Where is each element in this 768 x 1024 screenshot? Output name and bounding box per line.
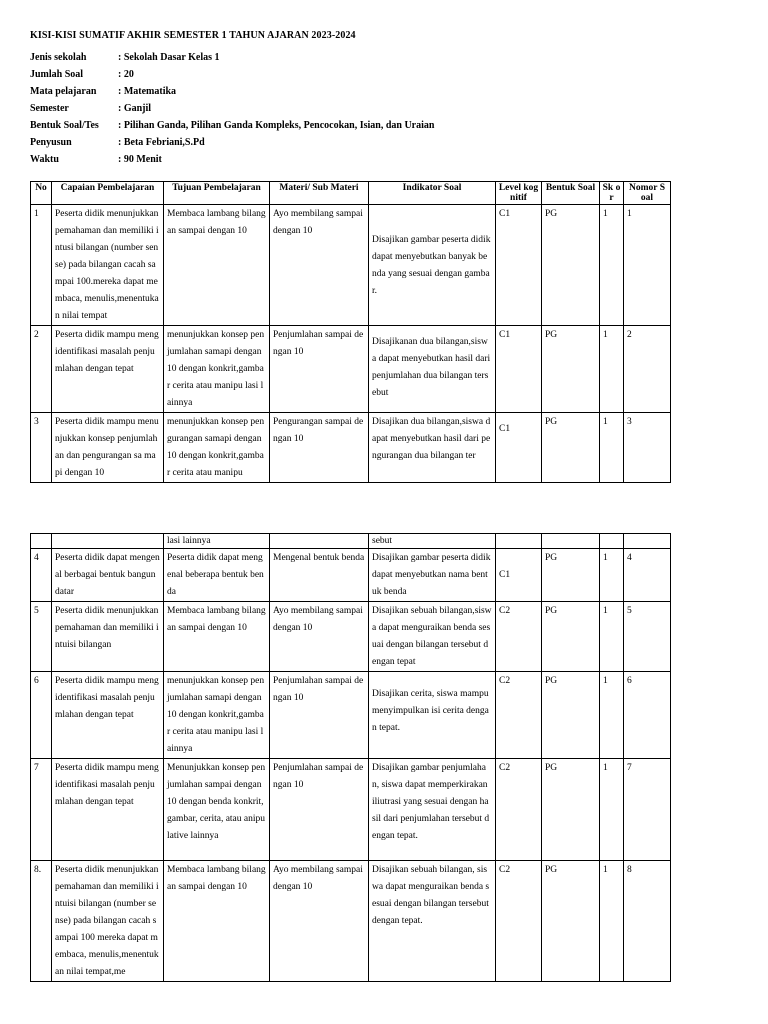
cell-bentuk: PG (542, 672, 600, 759)
table-row (31, 549, 671, 602)
cell-materi: Penjumlahan sampai dengan 10 (270, 672, 369, 759)
meta-row (30, 52, 434, 69)
cell-tujuan: Membaca lambang bilangan sampai dengan 10 (164, 861, 270, 982)
cell-bentuk (542, 534, 600, 549)
meta-key: Waktu (30, 154, 59, 165)
kisi-table-page-1 (30, 181, 671, 483)
meta-row (30, 137, 434, 154)
meta-row (30, 120, 434, 137)
cell-no: 2 (31, 326, 52, 413)
cell-tujuan: menunjukkan konsep pengurangan samapi dengan 10 dengan konkrit,gambar cerita atau manipu (164, 413, 270, 483)
cell-level: C1 (496, 549, 542, 602)
header-nomor: Nomor S oal (624, 182, 671, 205)
meta-value: : 20 (118, 69, 134, 80)
header-tujuan: Tujuan Pembelajaran (164, 182, 270, 205)
meta-key: Mata pelajaran (30, 86, 97, 97)
cell-skor: 1 (600, 549, 624, 602)
cell-capaian: Peserta didik mampu mengidentifikasi masalah penjumlahan dengan tepat (52, 672, 164, 759)
header-capaian: Capaian Pembelajaran (52, 182, 164, 205)
cell-nomor: 1 (624, 205, 671, 326)
header-level: Level kog nitif (496, 182, 542, 205)
table-row (31, 602, 671, 672)
cell-no: 5 (31, 602, 52, 672)
cell-capaian: Peserta didik mampu mengidentifikasi masalah penjumlahan dengan tepat (52, 759, 164, 861)
cell-nomor: 3 (624, 413, 671, 483)
cell-bentuk: PG (542, 549, 600, 602)
cell-no: 6 (31, 672, 52, 759)
cell-tujuan: menunjukkan konsep penjumlahan samapi dengan 10 dengan konkrit,gambar cerita atau manipu lasi lainnya (164, 326, 270, 413)
cell-level: C2 (496, 861, 542, 982)
meta-key: Semester (30, 103, 69, 114)
cell-capaian (52, 534, 164, 549)
cell-tujuan: menunjukkan konsep penjumlahan samapi dengan 10 dengan konkrit,gambar cerita atau manipu lasi lainnya (164, 672, 270, 759)
cell-bentuk: PG (542, 413, 600, 483)
cell-bentuk: PG (542, 326, 600, 413)
table-row (31, 861, 671, 982)
cell-indikator: Disajikan gambar penjumlahan, siswa dapat memperkirakan iliutrasi yang sesuai dengan hasil dari penjumlahan tersebut dengan tepat. (369, 759, 496, 861)
continuation-row (31, 534, 671, 549)
cell-indikator: sebut (369, 534, 496, 549)
cell-no: 3 (31, 413, 52, 483)
cell-skor: 1 (600, 759, 624, 861)
cell-indikator: Disajikan gambar peserta didik dapat menyebutkan banyak benda yang sesuai dengan gambar. (369, 205, 496, 326)
cell-capaian: Peserta didik mampu menunjukkan konsep penjumlahan dan pengurangan sa mapi dengan 10 (52, 413, 164, 483)
cell-capaian: Peserta didik menunjukkan pemahaman dan memiliki intuisi bilangan (52, 602, 164, 672)
cell-no: 4 (31, 549, 52, 602)
cell-materi: Pengurangan sampai dengan 10 (270, 413, 369, 483)
header-indikator: Indikator Soal (369, 182, 496, 205)
cell-materi: Penjumlahan sampai dengan 10 (270, 759, 369, 861)
cell-indikator: Disajikan gambar peserta didik dapat menyebutkan nama bentuk benda (369, 549, 496, 602)
meta-value: : Sekolah Dasar Kelas 1 (118, 52, 220, 63)
cell-nomor: 8 (624, 861, 671, 982)
cell-level: C1 (496, 413, 542, 483)
table-row (31, 205, 671, 326)
cell-materi: Ayo membilang sampai dengan 10 (270, 861, 369, 982)
cell-capaian: Peserta didik mampu mengidentifikasi masalah penjumlahan dengan tepat (52, 326, 164, 413)
cell-skor: 1 (600, 205, 624, 326)
header-skor: Sk or (600, 182, 624, 205)
cell-no: 7 (31, 759, 52, 861)
cell-skor: 1 (600, 326, 624, 413)
meta-value: : 90 Menit (118, 154, 162, 165)
cell-indikator: Disajikan cerita, siswa mampu menyimpulkan isi cerita dengan tepat. (369, 672, 496, 759)
cell-indikator: Disajikan dua bilangan,siswa dapat menyebutkan hasil dari pengurangan dua bilangan ter (369, 413, 496, 483)
cell-nomor (624, 534, 671, 549)
meta-key: Penyusun (30, 137, 72, 148)
header-materi: Materi/ Sub Materi (270, 182, 369, 205)
table-row (31, 759, 671, 861)
cell-skor: 1 (600, 413, 624, 483)
meta-value: : Matematika (118, 86, 177, 97)
cell-capaian: Peserta didik menunjukkan pemahaman dan memiliki intuisi bilangan (number sense) pada bilangan cacah sampai 100 mereka dapat membaca, menulis,menentukan nilai tempat,me (52, 861, 164, 982)
document-title: KISI-KISI SUMATIF AKHIR SEMESTER 1 TAHUN AJARAN 2023-2024 (30, 30, 356, 41)
meta-key: Jenis sekolah (30, 52, 87, 63)
cell-tujuan: Peserta didik dapat mengenal beberapa bentuk benda (164, 549, 270, 602)
meta-row (30, 69, 434, 86)
cell-capaian: Peserta didik dapat mengenal berbagai bentuk bangun datar (52, 549, 164, 602)
cell-skor: 1 (600, 602, 624, 672)
header-row (31, 182, 671, 205)
cell-nomor: 6 (624, 672, 671, 759)
table-row (31, 413, 671, 483)
cell-bentuk: PG (542, 602, 600, 672)
cell-level: C2 (496, 672, 542, 759)
cell-nomor: 4 (624, 549, 671, 602)
cell-skor (600, 534, 624, 549)
meta-value: : Beta Febriani,S.Pd (118, 137, 205, 148)
table-row (31, 672, 671, 759)
cell-nomor: 2 (624, 326, 671, 413)
cell-nomor: 5 (624, 602, 671, 672)
meta-row (30, 154, 434, 171)
meta-row (30, 103, 434, 120)
cell-level: C2 (496, 602, 542, 672)
cell-level: C2 (496, 759, 542, 861)
cell-level: C1 (496, 326, 542, 413)
cell-skor: 1 (600, 861, 624, 982)
meta-info (30, 52, 434, 171)
meta-row (30, 86, 434, 103)
cell-skor: 1 (600, 672, 624, 759)
kisi-table-page-2 (30, 533, 671, 982)
header-no: No (31, 182, 52, 205)
cell-tujuan: Membaca lambang bilangan sampai dengan 10 (164, 602, 270, 672)
cell-no: 8. (31, 861, 52, 982)
cell-materi: Penjumlahan sampai dengan 10 (270, 326, 369, 413)
meta-value: : Ganjil (118, 103, 152, 114)
cell-level (496, 534, 542, 549)
header-bentuk: Bentuk Soal (542, 182, 600, 205)
cell-tujuan: lasi lainnya (164, 534, 270, 549)
cell-bentuk: PG (542, 759, 600, 861)
cell-materi (270, 534, 369, 549)
meta-value: : Pilihan Ganda, Pilihan Ganda Kompleks, Pencocokan, Isian, dan Uraian (118, 120, 435, 131)
cell-bentuk: PG (542, 861, 600, 982)
cell-no: 1 (31, 205, 52, 326)
cell-bentuk: PG (542, 205, 600, 326)
cell-indikator: Disajikan sebuah bilangan, siswa dapat menguraikan benda sesuai dengan bilangan tersebut dengan tepat. (369, 861, 496, 982)
cell-indikator: Disajikan sebuah bilangan,siswa dapat menguraikan benda sesuai dengan bilangan tersebut dengan tepat (369, 602, 496, 672)
cell-indikator: Disajikanan dua bilangan,siswa dapat menyebutkan hasil dari penjumlahan dua bilangan tersebut (369, 326, 496, 413)
cell-capaian: Peserta didik menunjukkan pemahaman dan memiliki intusi bilangan (number sense) pada bilangan cacah sampai 100.mereka dapat membaca, menulis,menentukan nilai tempat (52, 205, 164, 326)
cell-nomor: 7 (624, 759, 671, 861)
cell-materi: Ayo membilang sampai dengan 10 (270, 602, 369, 672)
cell-no (31, 534, 52, 549)
cell-level: C1 (496, 205, 542, 326)
table-row (31, 326, 671, 413)
meta-key: Bentuk Soal/Tes (30, 120, 99, 131)
cell-materi: Ayo membilang sampai dengan 10 (270, 205, 369, 326)
cell-materi: Mengenal bentuk benda (270, 549, 369, 602)
meta-key: Jumlah Soal (30, 69, 84, 80)
cell-tujuan: Menunjukkan konsep penjumlahan sampai dengan 10 dengan benda konkrit, gambar, cerita, atau anipulative lainnya (164, 759, 270, 861)
cell-tujuan: Membaca lambang bilangan sampai dengan 10 (164, 205, 270, 326)
